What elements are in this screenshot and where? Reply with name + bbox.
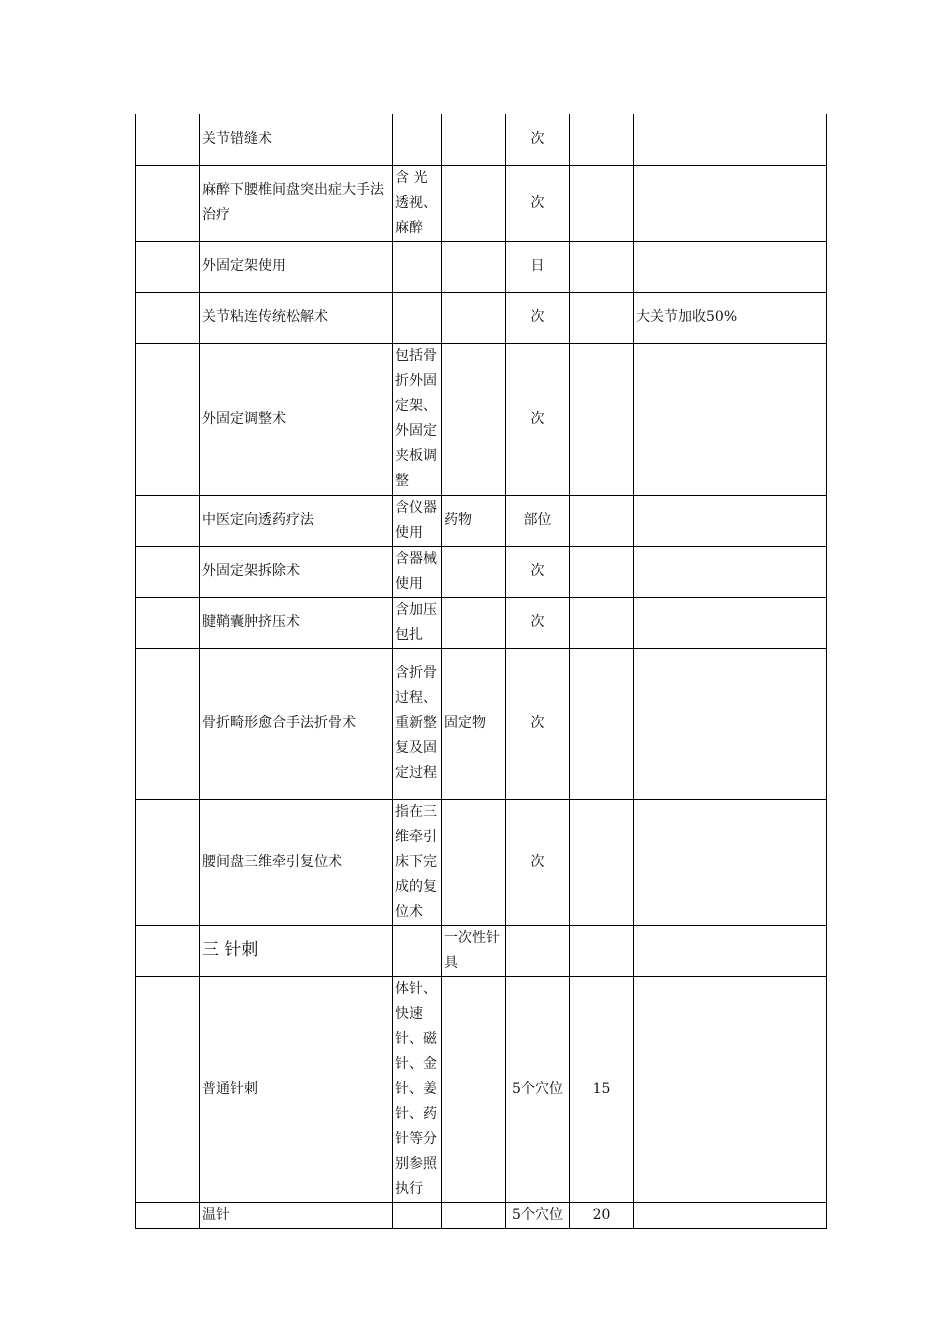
item-code-cell xyxy=(136,343,200,495)
item-code-cell xyxy=(136,1202,200,1228)
item-note-cell xyxy=(634,976,827,1202)
item-name-cell: 麻醉下腰椎间盘突出症大手法治疗 xyxy=(200,165,393,241)
section-title: 三 针刺 xyxy=(200,925,393,976)
table-row xyxy=(136,292,827,343)
item-price-cell: 20 xyxy=(570,1202,634,1228)
item-unit-cell: 次 xyxy=(506,648,570,799)
item-code-cell xyxy=(136,648,200,799)
table-row xyxy=(136,495,827,546)
section-row xyxy=(136,925,827,976)
item-code-cell xyxy=(136,495,200,546)
item-exclude-cell xyxy=(442,799,506,925)
item-name-cell: 中医定向透药疗法 xyxy=(200,495,393,546)
item-content-cell: 含加压包扎 xyxy=(393,597,442,648)
item-exclude-cell xyxy=(442,292,506,343)
item-name-cell: 外固定调整术 xyxy=(200,343,393,495)
item-name-cell: 骨折畸形愈合手法折骨术 xyxy=(200,648,393,799)
table-row xyxy=(136,597,827,648)
item-unit-cell: 5个穴位 xyxy=(506,1202,570,1228)
item-unit-cell xyxy=(506,925,570,976)
item-exclude-cell xyxy=(442,241,506,292)
item-content-cell xyxy=(393,114,442,165)
table-row xyxy=(136,343,827,495)
item-code-cell xyxy=(136,292,200,343)
item-exclude-cell: 药物 xyxy=(442,495,506,546)
item-note-cell xyxy=(634,1202,827,1228)
item-note-cell xyxy=(634,241,827,292)
item-exclude-cell xyxy=(442,1202,506,1228)
item-note-cell xyxy=(634,165,827,241)
item-price-cell xyxy=(570,546,634,597)
item-content-cell: 含仪器使用 xyxy=(393,495,442,546)
item-price-cell xyxy=(570,292,634,343)
item-exclude-cell xyxy=(442,546,506,597)
item-price-cell xyxy=(570,343,634,495)
table-row xyxy=(136,648,827,799)
table-row xyxy=(136,241,827,292)
item-note-cell xyxy=(634,597,827,648)
item-exclude-cell xyxy=(442,114,506,165)
item-content-cell: 体针、快速针、磁针、金针、姜针、药针等分别参照执行 xyxy=(393,976,442,1202)
item-unit-cell: 次 xyxy=(506,165,570,241)
item-name-cell: 关节错缝术 xyxy=(200,114,393,165)
item-price-cell xyxy=(570,241,634,292)
item-content-cell: 含器械使用 xyxy=(393,546,442,597)
item-price-cell xyxy=(570,114,634,165)
item-price-cell xyxy=(570,648,634,799)
item-note-cell xyxy=(634,343,827,495)
item-note-cell xyxy=(634,648,827,799)
item-unit-cell: 次 xyxy=(506,114,570,165)
item-code-cell xyxy=(136,799,200,925)
item-content-cell xyxy=(393,292,442,343)
item-name-cell: 外固定架使用 xyxy=(200,241,393,292)
item-name-cell: 关节粘连传统松解术 xyxy=(200,292,393,343)
item-name-cell: 普通针刺 xyxy=(200,976,393,1202)
item-name-cell: 温针 xyxy=(200,1202,393,1228)
item-exclude-cell: 一次性针具 xyxy=(442,925,506,976)
item-price-cell xyxy=(570,165,634,241)
item-code-cell xyxy=(136,114,200,165)
item-name-cell: 腱鞘囊肿挤压术 xyxy=(200,597,393,648)
item-unit-cell: 次 xyxy=(506,546,570,597)
item-note-cell xyxy=(634,925,827,976)
item-note-cell xyxy=(634,114,827,165)
item-note-cell xyxy=(634,546,827,597)
item-unit-cell: 次 xyxy=(506,799,570,925)
item-content-cell: 指在三维牵引床下完成的复位术 xyxy=(393,799,442,925)
item-note-cell: 大关节加收50% xyxy=(634,292,827,343)
item-code-cell xyxy=(136,165,200,241)
table-row xyxy=(136,1202,827,1228)
item-unit-cell: 5个穴位 xyxy=(506,976,570,1202)
item-code-cell xyxy=(136,597,200,648)
item-unit-cell: 部位 xyxy=(506,495,570,546)
item-price-cell xyxy=(570,597,634,648)
item-exclude-cell xyxy=(442,976,506,1202)
table-row xyxy=(136,976,827,1202)
item-code-cell xyxy=(136,546,200,597)
item-exclude-cell xyxy=(442,343,506,495)
item-price-cell xyxy=(570,799,634,925)
item-unit-cell: 次 xyxy=(506,343,570,495)
item-note-cell xyxy=(634,799,827,925)
item-exclude-cell: 固定物 xyxy=(442,648,506,799)
item-note-cell xyxy=(634,495,827,546)
item-exclude-cell xyxy=(442,597,506,648)
item-content-cell: 包括骨折外固定架、外固定夹板调整 xyxy=(393,343,442,495)
item-content-cell xyxy=(393,1202,442,1228)
table-row xyxy=(136,114,827,165)
item-code-cell xyxy=(136,976,200,1202)
item-content-cell: 含折骨过程、重新整复及固定过程 xyxy=(393,648,442,799)
item-name-cell: 外固定架拆除术 xyxy=(200,546,393,597)
table-row xyxy=(136,165,827,241)
item-price-cell: 15 xyxy=(570,976,634,1202)
item-unit-cell: 次 xyxy=(506,597,570,648)
item-price-cell xyxy=(570,495,634,546)
item-name-cell: 腰间盘三维牵引复位术 xyxy=(200,799,393,925)
item-price-cell xyxy=(570,925,634,976)
item-unit-cell: 日 xyxy=(506,241,570,292)
item-content-cell xyxy=(393,241,442,292)
item-code-cell xyxy=(136,241,200,292)
table-row xyxy=(136,799,827,925)
fee-table xyxy=(135,114,827,1229)
item-unit-cell: 次 xyxy=(506,292,570,343)
item-content-cell: 含 光透视、麻醉 xyxy=(393,165,442,241)
item-content-cell xyxy=(393,925,442,976)
table-row xyxy=(136,546,827,597)
item-code-cell xyxy=(136,925,200,976)
item-exclude-cell xyxy=(442,165,506,241)
